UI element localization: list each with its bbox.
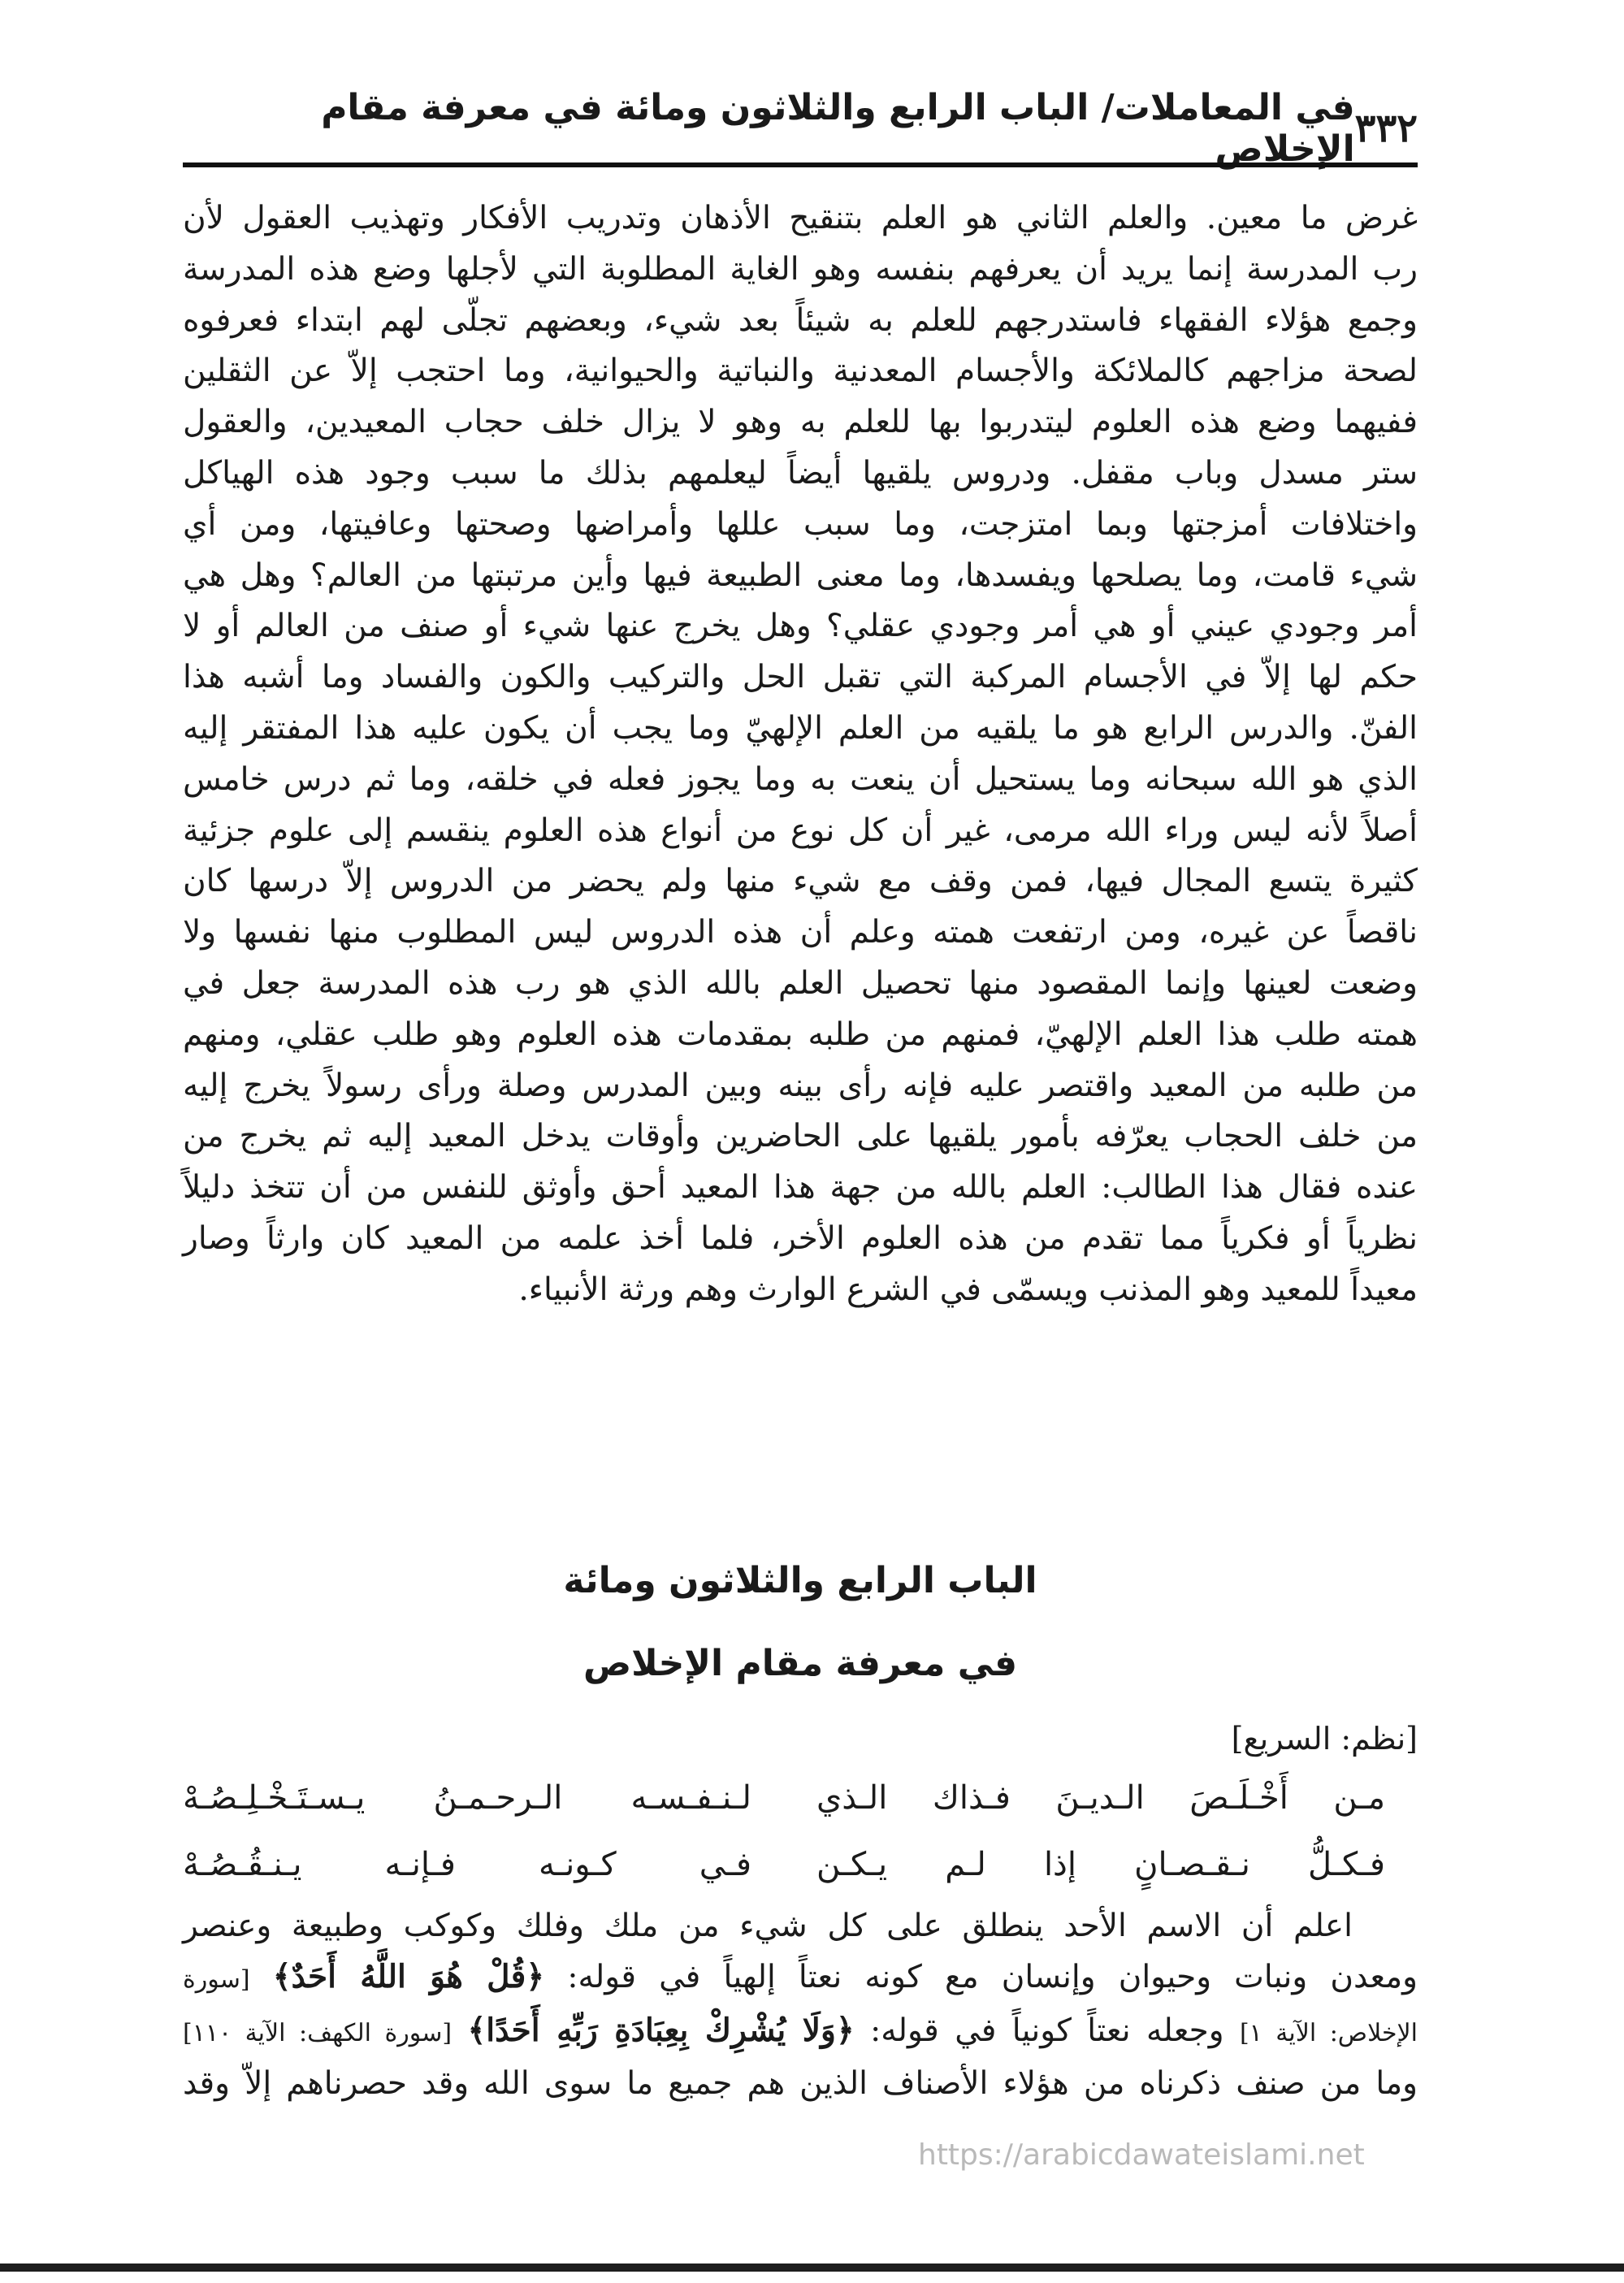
body-line: نظرياً أو فكرياً مما تقدم من هذه العلوم الأخر، فلما أخذ علمه من المعيد كان وارثاً وصار (183, 1219, 1418, 1257)
surah-reference: [سورة الكهف: الآية ١١٠] (183, 2019, 453, 2047)
body-line: الذي هو الله سبحانه وما يستحيل أن ينعت به وما يجوز فعله في خلقه، وما ثم درس خامس (183, 760, 1418, 798)
body-line-with-quran (183, 2005, 1418, 2059)
body-text-fragment: وجعله نعتاً كونياً في قوله: (870, 2012, 1224, 2049)
body-line: أصلاً لأنه ليس وراء الله مرمى، غير أن كل نوع من أنواع هذه العلوم ينقسم إلى علوم جزئية (183, 812, 1418, 849)
body-line-with-quran (183, 1952, 1418, 2005)
body-line: حكم لها إلاّ في الأجسام المركبة التي تقبل الحل والتركيب والكون والفساد وما أشبه هذا (183, 659, 1418, 696)
body-line: وجمع هؤلاء الفقهاء فاستدرجهم للعلم به شيئاً بعد شيء، وبعضهم تجلّى لهم ابتداء فعرفوه (183, 301, 1418, 339)
body-line: كثيرة يتسع المجال فيها، فمن وقف مع شيء منها ولم يحضر من الدروس إلاّ درسها كان (183, 863, 1418, 900)
quran-quote: ﴿وَلَا يُشْرِكْ بِعِبَادَةِ رَبِّهِ أَحَدًا﴾ (467, 2012, 855, 2049)
body-line: معيداً للمعيد وهو المذنب ويسمّى في الشرع الوارث وهم ورثة الأنبياء. (518, 1271, 1418, 1308)
surah-reference: [سورة (183, 1965, 250, 1994)
body-line: اعلم أن الاسم الأحد ينطلق على كل شيء من ملك وفلك وكوكب وطبيعة وعنصر (183, 1908, 1353, 1944)
quran-quote: ﴿قُلْ هُوَ اللَّهُ أَحَدٌ﴾ (272, 1958, 545, 1995)
verse-second-hemistich: لـنـفـسـه الـرحـمـنُ يـسـتَـخْـلِـصُـهْ (183, 1779, 751, 1817)
poem-verse (183, 1779, 1418, 1828)
body-paragraph (183, 193, 1418, 1316)
body-line: رب المدرسة إنما يريد أن يعرفهم بنفسه وهو الغاية المطلوبة التي لأجلها وضع هذه المدرسة (183, 250, 1418, 288)
body-line: وضعت لعينها وإنما المقصود منها تحصيل العلم بالله الذي هو رب هذه المدرسة جعل في (183, 964, 1418, 1002)
poem-verse (183, 1846, 1418, 1895)
scan-edge-rule (0, 2264, 1624, 2272)
body-line: غرض ما معين. والعلم الثاني هو العلم بتنقيح الأذهان وتدريب الأفكار وتهذيب العقول لأن (183, 200, 1418, 236)
body-line: الفنّ. والدرس الرابع هو ما يلقيه من العلم الإلهيّ وما يجب أن يكون عليه هذا المفتقر إليه (183, 709, 1418, 747)
body-line: عنده فقال هذا الطالب: العلم بالله من جهة هذا المعيد أحق وأوثق للنفس من أن تتخذ دليلاً (183, 1169, 1418, 1206)
running-title: في المعاملات/ الباب الرابع والثلاثون ومائة في معرفة مقام الإخلاص (321, 87, 1355, 170)
body-line: ستر مسدل وباب مقفل. ودروس يلقيها أيضاً ليعلمهم بذلك ما سبب وجود هذه الهياكل (183, 454, 1418, 492)
body-line: شيء قامت، وما يصلحها ويفسدها، وما معنى الطبيعة فيها وأين مرتبتها من العالم؟ وهل هي (183, 557, 1418, 594)
surah-reference: الإخلاص: الآية ١] (1239, 2019, 1418, 2047)
body-line: واختلافات أمزجتها وبما امتزجت، وما سبب عللها وأمراضها وصحتها وعافيتها، ومن أي (183, 505, 1418, 543)
page-number: ٣٣٢ (1354, 106, 1418, 151)
body-text-fragment: ومعدن ونبات وحيوان وإنسان مع كونه نعتاً إلهياً في قوله: (567, 1959, 1418, 1995)
chapter-title-line-2: في معرفة مقام الإخلاص (582, 1643, 1018, 1684)
body-line: ففيهما وضع هذه العلوم ليتدربوا بها للعلم به وهو لا يزال خلف حجاب المعيدين، والعقول (183, 404, 1418, 441)
chapter-title-line-1: الباب الرابع والثلاثون ومائة (563, 1560, 1037, 1601)
body-line: لصحة مزاجهم كالملائكة والأجسام المعدنية والنباتية والحيوانية، وما احتجب إلاّ عن الثقلين (183, 353, 1418, 390)
body-line: من خلف الحجاب يعرّفه بأمور يلقيها على الحاضرين وأوقات يدخل المعيد إليه ثم يخرج من (183, 1118, 1418, 1155)
body-line: أمر وجودي عيني أو هي أمر وجودي عقلي؟ وهل يخرج عنها شيء أو صنف من العالم أو لا (183, 608, 1418, 645)
second-paragraph (183, 1901, 1418, 2109)
running-header (183, 87, 1418, 170)
body-line: من طلبه من المعيد واقتصر عليه فإنه رأى بينه وبين المدرس وصلة ورأى رسولاً يخرج إليه (183, 1067, 1418, 1104)
verse-first-hemistich: فـكـلُّ نـقـصـانٍ إذا لـم يـكـن (816, 1846, 1385, 1883)
poem-meter: [نظم: السريع] (1231, 1721, 1418, 1757)
body-line: وما من صنف ذكرناه من هؤلاء الأصناف الذين هم جميع ما سوى الله وقد حصرناهم إلاّ وقد (183, 2065, 1418, 2102)
body-line: ناقصاً عن غيره، ومن ارتفعت همته وعلم أن هذه الدروس ليس المطلوب منها نفسها ولا (183, 914, 1418, 951)
body-line: همته طلب هذا العلم الإلهيّ، فمنهم من طلبه بمقدمات هذه العلوم وهو طلب عقلي، ومنهم (183, 1016, 1418, 1053)
verse-second-hemistich: فـي كـونـه فـإنـه يـنـقُـصُـهْ (183, 1846, 751, 1883)
header-rule (183, 162, 1418, 167)
verse-first-hemistich: مـن أَخْـلَـصَ الـديـنَ فـذاك الـذي (816, 1779, 1385, 1817)
site-watermark: https://arabicdawateislami.net (918, 2138, 1365, 2172)
